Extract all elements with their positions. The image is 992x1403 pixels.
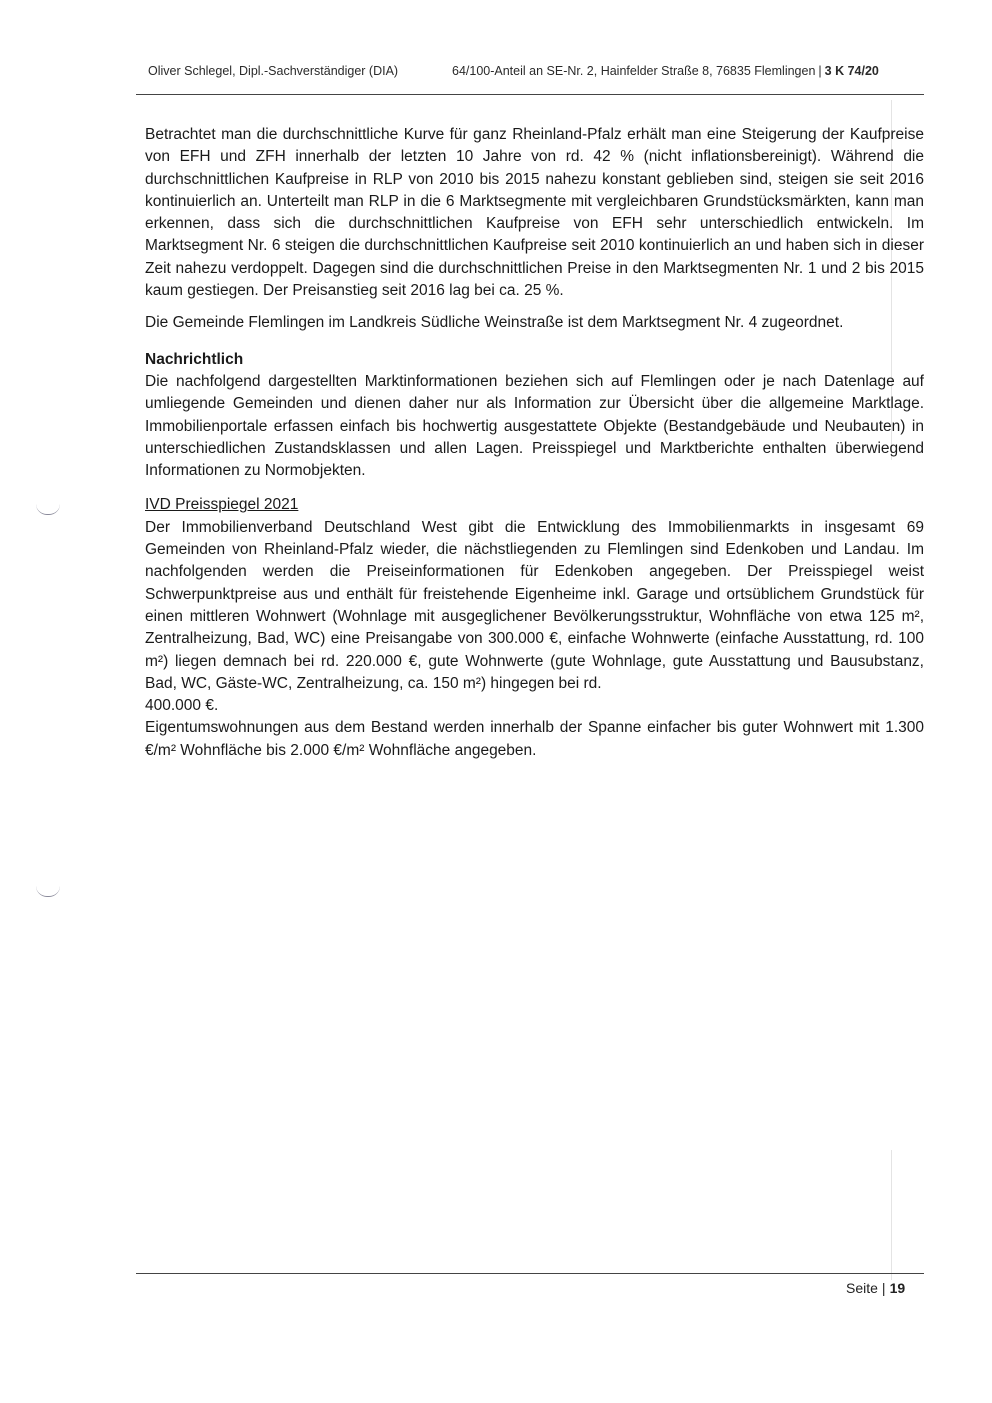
page-label: Seite xyxy=(846,1280,878,1296)
header-author: Oliver Schlegel, Dipl.-Sachverständiger (DIA) xyxy=(148,64,399,78)
paragraph-market-info: Die nachfolgend dargestellten Marktinformationen beziehen sich auf Flemlingen oder je nach Datenlage auf umliegende Gemeinden und dienen daher nur als Information zur Übersicht über die allgemeine Marktlage. Immobilienportale erfassen einfach bis hochwertig ausgestattete Objekte (Bestandgebäude und Neubauten) in unterschiedlichen Zustandsklassen und allen Lagen. Preisspiegel und Marktberichte enthalten überwiegend Informationen zu Normobjekten. xyxy=(145,372,924,480)
paragraph-ivd-prices: Der Immobilienverband Deutschland West gibt die Entwicklung des Immobilienmarkts in insgesamt 69 Gemeinden von Rheinland-Pfalz wieder, die nächstliegenden zu Flemlingen sind Edenkoben und Landau. Im nachfolgenden werden die Preiseinformationen für Edenkoben angegeben. Der Preisspiegel weist Schwerpunktpreise aus und enthält für freistehende Eigenheime inkl. Garage und ortsüblichem Grundstück für einen mittleren Wohnwert (Wohnlage mit ausgeglichener Bevölkerungsstruktur, Wohnfläche von etwa 125 m², Zentralheizung, Bad, WC) eine Preisangabe von 300.000 €, einfache Wohnwerte (einfache Ausstattung, rd. 100 m²) liegen demnach bei rd. 220.000 €, gute Wohnwerte (gute Wohnlage, gute Ausstattung und Bausubstanz, Bad, WC, Gäste-WC, Zentralheizung, ca. 150 m²) hingegen bei rd. xyxy=(145,518,924,692)
header-property: 64/100-Anteil an SE-Nr. 2, Hainfelder Straße 8, 76835 Flemlingen xyxy=(452,64,816,78)
punch-hole-mark xyxy=(36,504,60,515)
header-subject xyxy=(452,64,879,78)
document-body xyxy=(145,124,924,762)
page-number: 19 xyxy=(889,1280,906,1296)
footer-separator: | xyxy=(881,1280,886,1296)
paragraph-condominiums: Eigentumswohnungen aus dem Bestand werden innerhalb der Spanne einfacher bis guter Wohnwert mit 1.300 €/m² Wohnfläche bis 2.000 €/m² Wohnfläche angegeben. xyxy=(145,719,924,759)
page-footer xyxy=(846,1280,905,1296)
subsection-heading: IVD Preisspiegel 2021 xyxy=(145,496,299,514)
header-divider xyxy=(136,94,924,95)
scan-artifact-line xyxy=(891,1150,892,1280)
paragraph-market-segment: Die Gemeinde Flemlingen im Landkreis Südliche Weinstraße ist dem Marktsegment Nr. 4 zugeordnet. xyxy=(145,314,844,332)
header-separator: | xyxy=(818,64,822,78)
paragraph-ivd-prices-end: 400.000 €. xyxy=(145,697,219,715)
paragraph-price-trend: Betrachtet man die durchschnittliche Kurve für ganz Rheinland-Pfalz erhält man eine Steigerung der Kaufpreise von EFH und ZFH innerhalb der letzten 10 Jahre von rd. 42 % (nicht inflationsbereinigt). Während die durchschnittlichen Kaufpreise in RLP von 2010 bis 2015 nahezu konstant geblieben sind, steigen sie seit 2016 kontinuierlich an. Unterteilt man RLP in die 6 Marktsegmente mit vergleichbaren Grundstücksmärkten, kann man erkennen, dass sich die durchschnittlichen Kaufpreise von EFH sehr unterschiedlich entwickeln. Im Marktsegment Nr. 6 steigen die durchschnittlichen Kaufpreise seit 2010 kontinuierlich an und haben sich in dieser Zeit nahezu verdoppelt. Dagegen sind die durchschnittlichen Preise in den Marktsegmenten Nr. 1 und 2 bis 2015 kaum gestiegen. Der Preisanstieg seit 2016 lag bei ca. 25 %. xyxy=(145,126,924,300)
punch-hole-mark xyxy=(36,886,60,897)
footer-divider xyxy=(136,1273,924,1274)
section-heading: Nachrichtlich xyxy=(145,350,244,368)
header-case-number: 3 K 74/20 xyxy=(824,64,879,78)
